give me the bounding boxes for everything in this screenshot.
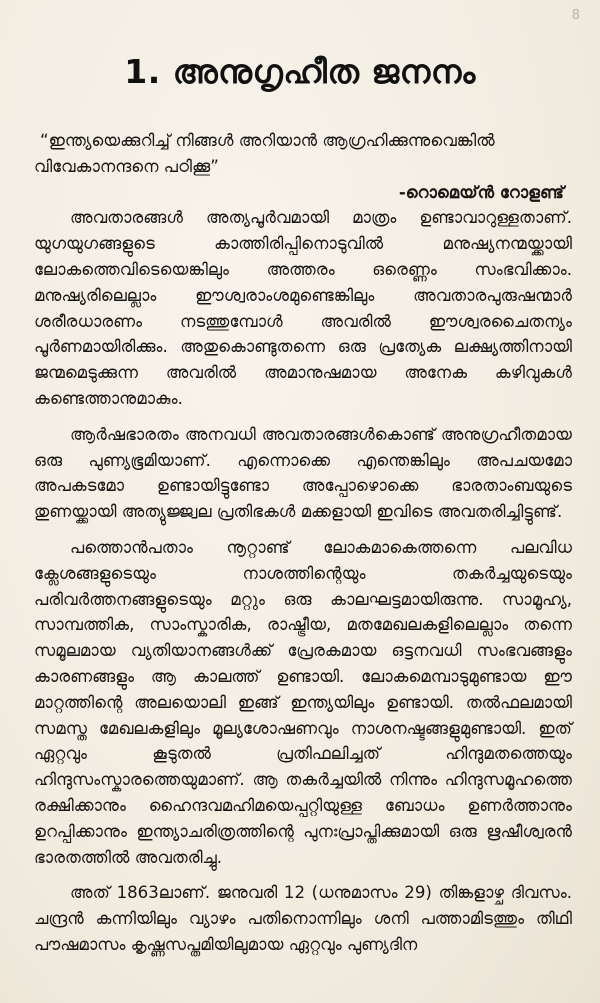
body-text: [34, 128, 572, 968]
epigraph-author: -റൊമെയ്ൻ റോളണ്ട്: [398, 182, 564, 202]
paragraph-4: അത് 1863ലാണ്. ജനുവരി 12 (ധനുമാസം 29) തിങ്കളാഴ്ച ദിവസം. ചന്ദ്രൻ കന്നിയിലും വ്യാഴം പതിനൊന്നിലും ശനി പത്താമിടത്തും തിഥി പൗഷമാസം കൃഷ്ണസപ്തമിയിലുമായ ഏറ്റവും പുണ്യദിന: [34, 883, 572, 954]
epigraph-quote: “ഇന്ത്യയെക്കുറിച്ച് നിങ്ങൾ അറിയാൻ ആഗ്രഹിക്കുന്നുവെങ്കിൽ വിവേകാനന്ദനെ പഠിക്കൂ”: [34, 131, 495, 176]
paragraph-3: പത്തൊൻപതാം നൂറ്റാണ്ട് ലോകമാകെത്തന്നെ പലവിധ ക്ലേശങ്ങളുടെയും നാശത്തിന്റെയും തകർച്ചയുടെയും പരിവർത്തനങ്ങളുടെയും മറ്റും ഒരു കാലഘട്ടമായിരുന്നു. സാമൂഹ്യ, സാമ്പത്തിക, സാംസ്കാരിക, രാഷ്ട്രീയ, മതമേഖലകളിലെല്ലാം തന്നെ സമൂലമായ വ്യതിയാനങ്ങൾക്ക് പ്രേരകമായ ഒട്ടനവധി സംഭവങ്ങളും കാരണങ്ങളും ആ കാലത്ത് ഉണ്ടായി. ലോകമെമ്പാടുമുണ്ടായ ഈ മാറ്റത്തിന്റെ അലയൊലി ഇങ്ങ് ഇന്ത്യയിലും ഉണ്ടായി. തൽഫലമായി സമസ്ത മേഖലകളിലും മൂല്യശോഷണവും നാശനഷ്ടങ്ങളുമുണ്ടായി. ഇത് ഏറ്റവും കൂടുതൽ പ്രതിഫലിച്ചത് ഹിന്ദുമതത്തെയും ഹിന്ദുസംസ്കാരത്തെയുമാണ്. ആ തകർച്ചയിൽ നിന്നും ഹിന്ദുസമൂഹത്തെ രക്ഷിക്കാനും ഹൈന്ദവമഹിമയെപ്പറ്റിയുള്ള ബോധം ഉണർത്താനും ഉറപ്പിക്കാനും ഇന്ത്യാചരിത്രത്തിന്റെ പുനഃപ്രാപ്തിക്കുമായി ഒരു ഋഷീശ്വരൻ ഭാരതത്തിൽ അവതരിച്ചു.: [34, 537, 572, 867]
page-number: 8: [571, 8, 580, 23]
chapter-title: 1. അനുഗൃഹീത ജനനം: [124, 52, 476, 91]
paragraph-1: അവതാരങ്ങൾ അത്യപൂർവമായി മാത്രം ഉണ്ടാവാറുള്ളതാണ്. യുഗയുഗങ്ങളുടെ കാത്തിരിപ്പിനൊടുവിൽ മനുഷ്യനന്മയ്ക്കായി ലോകത്തെവിടെയെങ്കിലും അത്തരം ഒരെണ്ണം സംഭവിക്കാം. മനുഷ്യരിലെല്ലാം ഈശ്വരാംശമുണ്ടെങ്കിലും അവതാരപുരുഷന്മാർ ശരീരധാരണം നടത്തുമ്പോൾ അവരിൽ ഈശ്വരചൈതന്യം പൂർണമായിരിക്കും. അതുകൊണ്ടുതന്നെ ഒരു പ്രത്യേക ലക്ഷ്യത്തിനായി ജന്മമെടുക്കുന്ന അവരിൽ അമാനുഷമായ അനേക കഴിവുകൾ കണ്ടെത്താനുമാകും.: [34, 208, 572, 408]
paragraph-2: ആർഷഭാരതം അനവധി അവതാരങ്ങൾകൊണ്ട് അനുഗ്രഹീതമായ ഒരു പുണ്യഭൂമിയാണ്. എന്നൊക്കെ എന്തെങ്കിലും അപചയമോ അപകടമോ ഉണ്ടായിട്ടുണ്ടോ അപ്പോഴൊക്കെ ഭാരതാംബയുടെ തുണയ്ക്കായി അത്യുജ്ജ്വല പ്രതിഭകൾ മക്കളായി ഇവിടെ അവതരിച്ചിട്ടുണ്ട്.: [34, 424, 572, 522]
running-head: [40, 8, 580, 26]
